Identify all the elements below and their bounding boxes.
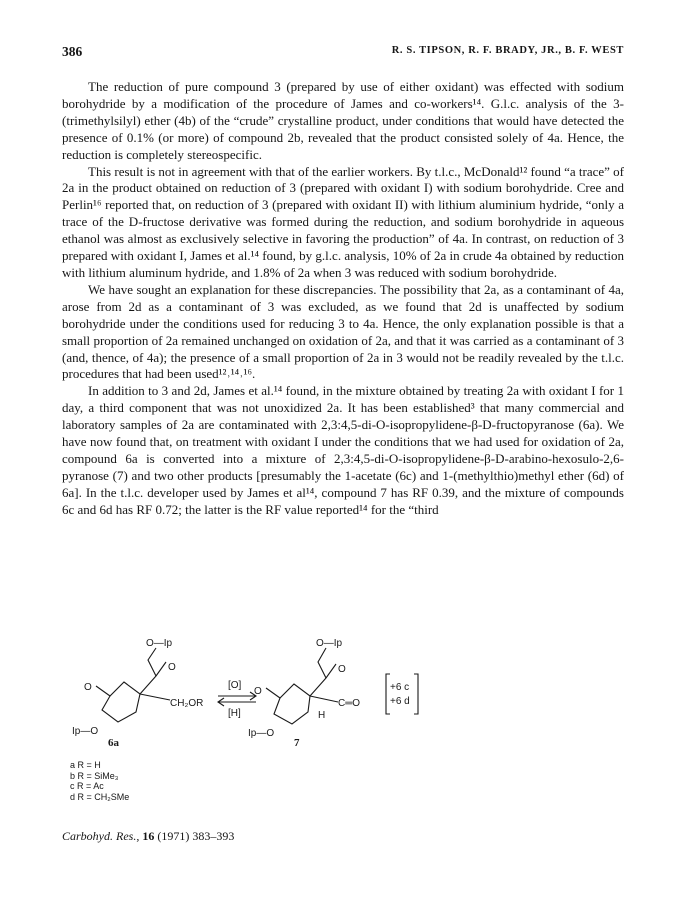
isopropylidene-bond-6a xyxy=(148,648,156,676)
page-footer xyxy=(62,829,234,844)
journal-year-pages: (1971) 383–393 xyxy=(157,829,235,843)
ip-group-7: Ip—O xyxy=(248,728,275,739)
paragraph-4: In addition to 3 and 2d, James et al.¹⁴ found, in the mixture obtained by treating 2a with oxidant I for 1 day, a third component that was not unoxidized 2a. It has been established³ that many commercial and laboratory samples of 2a are contaminated with 2,3:4,5-di-O-isopropylidene-β-D-fructopyranose (6a). We have now found that, on treatment with oxidant I under the conditions that we had used for oxidation of 2a, compound 6a is converted into a mixture of 2,3:4,5-di-O-isopropylidene-β-D-arabino-hexosulo-2,6-pyranose (7) and two other products [presumably the 1-acetate (6c) and 1-(methylthio)methyl ether (6d) of 6a]. In the t.l.c. developer used by James et al¹⁴, compound 7 has RF 0.39, and the mixture of compounds 6c and 6d has RF 0.72; the latter is the RF value reported¹⁴ for the “third xyxy=(62,383,624,517)
carbonyl-bond-7 xyxy=(310,696,338,702)
journal-volume: 16 xyxy=(142,829,155,843)
reaction-scheme xyxy=(70,636,550,746)
paragraph-1: The reduction of pure compound 3 (prepared by use of either oxidant) was effected with sodium borohydride by a modification of the procedure of James and co-workers¹⁴. G.l.c. analysis of the 3-(trimethylsilyl) ether (4b) of the “crude” crystalline product, under conditions that would have detected the presence of 0.1% (or more) of compound 2b, revealed that the product consisted solely of 4a. Hence, the reduction is completely stereospecific. xyxy=(62,79,624,162)
ring-oxygen-6a: O xyxy=(168,662,176,673)
group-ip-7: O—Ip xyxy=(316,638,343,649)
isopropylidene-bond-7 xyxy=(318,648,326,678)
compound-label-7: 7 xyxy=(294,737,300,746)
ip-group-6a: Ip—O xyxy=(72,726,99,737)
journal-name: Carbohyd. Res., xyxy=(62,829,140,843)
ring-bond-7 xyxy=(266,664,336,698)
page-number: 386 xyxy=(62,44,83,59)
ring-bond-6a-lower xyxy=(102,694,140,722)
legend-item-d: d R = CH₂SMe xyxy=(70,791,130,802)
legend-item-c: c R = Ac xyxy=(70,781,104,791)
paragraph-2: This result is not in agreement with that of the earlier workers. By t.l.c., McDonald¹² found “a trace” of 2a in the product obtained on reduction of 3 (prepared with oxidant I) with sodium borohydride. Cree and Perlin¹⁶ reported that, on reduction of 3 (prepared with oxidant II) with lithium aluminium hydride, “only a trace of the D-fructose derivative was formed during the reduction, and sodium borohydride in aqueous ethanol was almost as exclusively selective in favoring the production” of 4a. In contrast, on reduction of 3 prepared with oxidant I, James et al.¹⁴ found, by g.l.c. analysis, 10% of 2a in crude 4a obtained by reduction with lithium aluminum hydride, and 1.8% of 2a when 3 was reduced with sodium borohydride. xyxy=(62,163,624,280)
reagent-oxidant: [O] xyxy=(228,680,242,691)
ch2or-bond-6a xyxy=(140,694,170,700)
substituent-legend xyxy=(70,760,129,802)
ring-oxygen-7: O xyxy=(338,664,346,675)
ring-oxygen-6a-left: O xyxy=(84,682,92,693)
ring-bond-7-lower xyxy=(274,696,310,724)
carbonyl-group: C═O xyxy=(338,698,361,709)
group-ip-6a: O—Ip xyxy=(146,638,173,649)
bracket-left xyxy=(386,674,390,714)
bracket-right xyxy=(414,674,418,714)
bracket-product-c: +6 c xyxy=(390,682,410,693)
reagent-reductant: [H] xyxy=(228,708,241,719)
bracket-product-d: +6 d xyxy=(390,696,410,707)
paragraph-3: We have sought an explanation for these discrepancies. The possibility that 2a, as a contaminant of 4a, arose from 2d as a contaminant of 3 was excluded, as we found that 2d is unaffected by sodium borohydride under the conditions used for reducing 3 to 4a. Hence, the only explanation possible is that a small proportion of 2a remained unchanged on oxidation of 2a, and that it was carried as a contaminant of 3 (and, thence, of 4a); the presence of a small proportion of 2a in 3 would not be readily revealed by the t.l.c. procedures that had been used¹²˒¹⁴˒¹⁶. xyxy=(62,281,624,382)
compound-label-6a: 6a xyxy=(108,737,119,746)
body-text xyxy=(62,79,624,519)
hydrogen-atom: H xyxy=(318,710,326,721)
page-header xyxy=(62,44,624,64)
ring-bond-6a xyxy=(96,662,166,696)
legend-item-b: b R = SiMe₃ xyxy=(70,770,119,781)
running-head: R. S. TIPSON, R. F. BRADY, JR., B. F. WEST xyxy=(391,45,624,56)
group-ch2or: CH₂OR xyxy=(170,698,204,709)
ring-oxygen-7-left: O xyxy=(254,686,262,697)
legend-item-a: a R = H xyxy=(70,760,101,770)
